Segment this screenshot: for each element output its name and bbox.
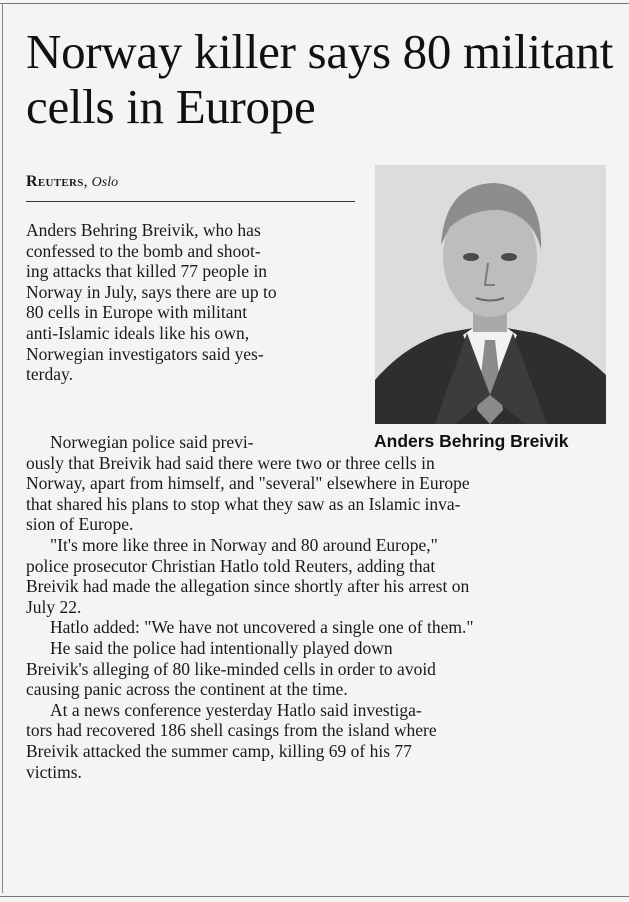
text-line: Hatlo added: "We have not uncovered a single one of them." — [50, 617, 474, 638]
dateline-city: Oslo — [91, 175, 119, 190]
text-line: Breivik had made the allegation since shortly after his arrest on — [26, 576, 470, 597]
article-paragraph-3 — [26, 535, 612, 617]
bottom-rule — [0, 896, 629, 897]
portrait-photo — [375, 165, 606, 424]
text-line: Norway in July, says there are up to — [26, 281, 277, 302]
article-paragraph-1 — [26, 220, 361, 385]
text-line: police prosecutor Christian Hatlo told Reuters, adding that — [26, 555, 436, 576]
text-line: Norway, apart from himself, and "several" elsewhere in Europe — [26, 473, 470, 494]
left-rule — [2, 3, 3, 893]
portrait-illustration — [375, 165, 606, 424]
text-line: sion of Europe. — [26, 514, 134, 535]
text-line: Breivik attacked the summer camp, killing 69 of his 77 — [26, 740, 412, 761]
article-paragraph-6 — [26, 700, 612, 782]
dateline — [26, 173, 118, 191]
text-line: victims. — [26, 761, 82, 782]
text-line: Norwegian police said previ- — [50, 432, 254, 452]
text-line: terday. — [26, 364, 73, 385]
article-body — [26, 432, 612, 782]
article-paragraph-2 — [26, 432, 612, 535]
dateline-comma: , — [83, 173, 88, 190]
photo-caption: Anders Behring Breivik — [374, 431, 569, 451]
text-line: that shared his plans to stop what they saw as an Islamic inva- — [26, 493, 461, 514]
text-line: ously that Breivik had said there were two or three cells in — [26, 452, 435, 473]
text-line: causing panic across the continent at the time. — [26, 679, 348, 700]
text-line: anti-Islamic ideals like his own, — [26, 322, 250, 343]
text-line: ing attacks that killed 77 people in — [26, 261, 268, 282]
text-line: tors had recovered 186 shell casings from the island where — [26, 720, 437, 741]
text-line: "It's more like three in Norway and 80 around Europe," — [50, 534, 438, 555]
text-line: At a news conference yesterday Hatlo said investiga- — [50, 699, 422, 720]
dateline-source: Reuters — [26, 173, 84, 190]
text-line: Breivik's alleging of 80 like-minded cells in order to avoid — [26, 658, 436, 679]
article-paragraph-4 — [26, 617, 612, 638]
article-paragraph-5 — [26, 638, 612, 700]
text-line: July 22. — [26, 596, 82, 617]
dateline-rule — [26, 201, 355, 202]
text-line: Anders Behring Breivik, who has — [26, 220, 261, 240]
text-line: He said the police had intentionally played down — [50, 637, 393, 658]
top-rule — [0, 3, 629, 4]
text-line: confessed to the bomb and shoot- — [26, 240, 261, 261]
text-line: 80 cells in Europe with militant — [26, 302, 248, 323]
headline: Norway killer says 80 militant cells in Europe — [26, 24, 614, 134]
text-line: Norwegian investigators said yes- — [26, 343, 264, 364]
